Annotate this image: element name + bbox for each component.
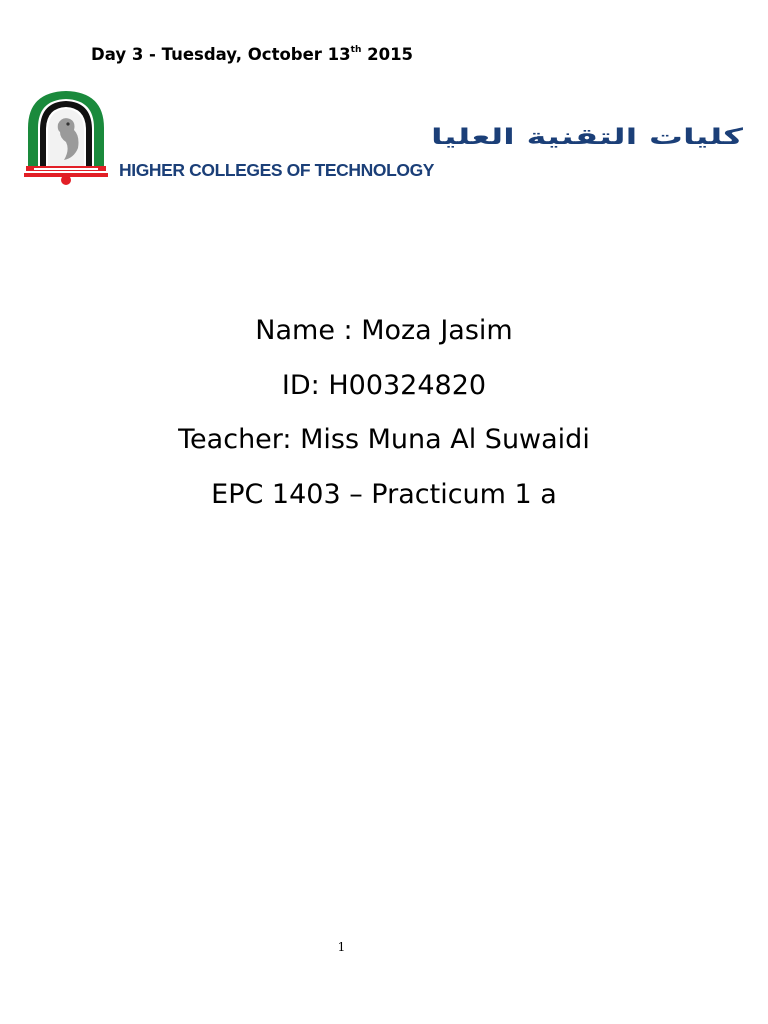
page-number: 1: [337, 940, 346, 954]
date-heading-main: Day 3 - Tuesday, October 13: [91, 45, 351, 64]
hct-arabic-wordmark: [119, 124, 744, 150]
hct-emblem-icon: [24, 88, 108, 186]
student-id: ID: H00324820: [281, 369, 487, 401]
hct-english-name: HIGHER COLLEGES OF TECHNOLOGY: [119, 160, 435, 180]
hct-logo: [24, 88, 744, 186]
teacher-name: Teacher: Miss Muna Al Suwaidi: [178, 424, 590, 455]
student-name: Name : Moza Jasim: [255, 315, 513, 346]
date-heading-year: 2015: [361, 45, 414, 64]
course-title: EPC 1403 – Practicum 1 a: [211, 478, 557, 510]
cover-info: [0, 312, 768, 530]
date-ordinal-suffix: th: [350, 45, 362, 55]
date-heading: [91, 45, 413, 64]
hct-arabic-name: كليات التقنية العليا: [431, 125, 744, 150]
